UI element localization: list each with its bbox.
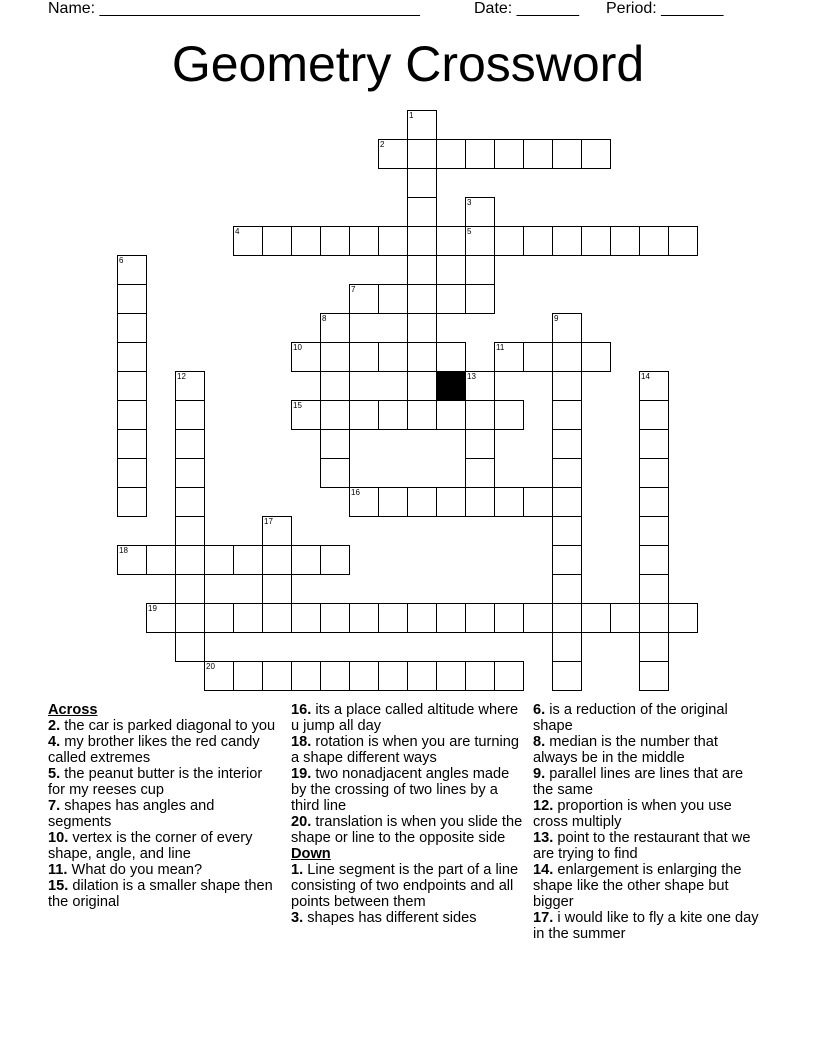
crossword-cell[interactable] [610, 603, 640, 633]
crossword-cell[interactable] [175, 400, 205, 430]
crossword-cell[interactable] [552, 487, 582, 517]
crossword-cell[interactable] [378, 284, 408, 314]
crossword-cell[interactable] [552, 632, 582, 662]
date-field[interactable]: Date: _______ [474, 0, 579, 17]
crossword-cell[interactable] [320, 545, 350, 575]
clue-number-label: 20 [206, 662, 215, 671]
crossword-cell[interactable] [378, 661, 408, 691]
crossword-cell[interactable] [436, 139, 466, 169]
crossword-cell[interactable] [117, 284, 147, 314]
clue-across-20: 20. translation is when you slide the shape or line to the opposite side [291, 814, 523, 846]
crossword-cell[interactable] [117, 400, 147, 430]
crossword-cell[interactable] [639, 545, 669, 575]
clue-number-label: 19 [148, 604, 157, 613]
down-heading: Down [291, 846, 331, 862]
crossword-cell[interactable] [378, 139, 408, 169]
crossword-cell[interactable] [349, 661, 379, 691]
crossword-cell[interactable] [610, 226, 640, 256]
crossword-cell[interactable] [378, 226, 408, 256]
crossword-cell[interactable] [552, 139, 582, 169]
crossword-cell[interactable] [523, 139, 553, 169]
crossword-cell[interactable] [552, 603, 582, 633]
clue-number-label: 10 [293, 343, 302, 352]
crossword-cell[interactable] [175, 516, 205, 546]
crossword-cell[interactable] [262, 574, 292, 604]
crossword-cell[interactable] [291, 603, 321, 633]
crossword-cell[interactable] [117, 313, 147, 343]
crossword-cell[interactable] [378, 603, 408, 633]
clue-number-label: 13 [467, 372, 476, 381]
crossword-cell[interactable] [639, 661, 669, 691]
clue-across-11: 11. What do you mean? [48, 862, 203, 878]
crossword-cell[interactable] [233, 545, 263, 575]
crossword-cell[interactable] [320, 342, 350, 372]
crossword-cell[interactable] [262, 661, 292, 691]
clue-number-label: 1 [409, 111, 414, 120]
across-heading: Across [48, 702, 98, 718]
crossword-cell[interactable] [204, 661, 234, 691]
crossword-cell[interactable] [436, 342, 466, 372]
crossword-cell[interactable] [349, 342, 379, 372]
crossword-cell[interactable] [407, 400, 437, 430]
crossword-cell[interactable] [117, 342, 147, 372]
crossword-cell[interactable] [175, 632, 205, 662]
crossword-cell[interactable] [407, 110, 437, 140]
clues-column-3 [533, 702, 765, 942]
clue-number-label: 15 [293, 401, 302, 410]
crossword-cell[interactable] [175, 603, 205, 633]
crossword-cell[interactable] [639, 574, 669, 604]
crossword-cell[interactable] [262, 603, 292, 633]
crossword-cell[interactable] [204, 545, 234, 575]
crossword-cell[interactable] [552, 574, 582, 604]
crossword-cell[interactable] [465, 458, 495, 488]
clue-number-label: 16 [351, 488, 360, 497]
crossword-cell[interactable] [349, 400, 379, 430]
clue-across-19: 19. two nonadjacent angles made by the crossing of two lines by a third line [291, 766, 510, 814]
crossword-cell[interactable] [407, 313, 437, 343]
clue-number-label: 7 [351, 285, 356, 294]
crossword-cell[interactable] [552, 545, 582, 575]
crossword-cell[interactable] [639, 458, 669, 488]
crossword-cell[interactable] [291, 661, 321, 691]
crossword-cell[interactable] [291, 342, 321, 372]
crossword-cell[interactable] [552, 429, 582, 459]
crossword-cell[interactable] [204, 603, 234, 633]
crossword-cell[interactable] [552, 371, 582, 401]
crossword-cell[interactable] [639, 429, 669, 459]
crossword-cell[interactable] [349, 603, 379, 633]
crossword-cell[interactable] [407, 255, 437, 285]
crossword-cell[interactable] [349, 487, 379, 517]
clue-down-12: 12. proportion is when you use cross multiply [533, 798, 732, 830]
crossword-cell[interactable] [465, 197, 495, 227]
crossword-cell[interactable] [117, 255, 147, 285]
crossword-cell[interactable] [146, 603, 176, 633]
crossword-cell[interactable] [465, 487, 495, 517]
clue-down-9: 9. parallel lines are lines that are the same [533, 766, 744, 798]
crossword-cell[interactable] [117, 487, 147, 517]
clue-down-13: 13. point to the restaurant that we are trying to find [533, 830, 751, 862]
name-field[interactable]: Name: ____________________________________ [48, 0, 420, 17]
crossword-cell[interactable] [552, 226, 582, 256]
clue-across-5: 5. the peanut butter is the interior for my reeses cup [48, 766, 263, 798]
crossword-cell[interactable] [668, 226, 698, 256]
crossword-cell[interactable] [407, 168, 437, 198]
crossword-cell[interactable] [117, 371, 147, 401]
crossword-cell[interactable] [320, 313, 350, 343]
crossword-cell[interactable] [175, 371, 205, 401]
crossword-cell[interactable] [378, 487, 408, 517]
crossword-cell[interactable] [117, 545, 147, 575]
crossword-cell[interactable] [320, 371, 350, 401]
crossword-cell[interactable] [407, 342, 437, 372]
clue-down-8: 8. median is the number that always be in the middle [533, 734, 718, 766]
period-field[interactable]: Period: _______ [606, 0, 724, 17]
crossword-cell[interactable] [407, 487, 437, 517]
crossword-cell[interactable] [465, 255, 495, 285]
clue-number-label: 6 [119, 256, 124, 265]
crossword-cell[interactable] [552, 661, 582, 691]
crossword-cell[interactable] [233, 226, 263, 256]
crossword-cell[interactable] [581, 226, 611, 256]
crossword-cell[interactable] [552, 516, 582, 546]
crossword-cell[interactable] [175, 458, 205, 488]
crossword-cell[interactable] [494, 400, 524, 430]
clue-down-14: 14. enlargement is enlarging the shape like the other shape but bigger [533, 862, 742, 910]
crossword-cell[interactable] [523, 487, 553, 517]
crossword-cell[interactable] [465, 661, 495, 691]
crossword-cell[interactable] [523, 226, 553, 256]
clue-down-3: 3. shapes has different sides [291, 910, 477, 926]
crossword-cell[interactable] [639, 371, 669, 401]
crossword-cell[interactable] [552, 400, 582, 430]
crossword-cell[interactable] [320, 429, 350, 459]
crossword-cell[interactable] [552, 458, 582, 488]
clue-across-18: 18. rotation is when you are turning a shape different ways [291, 734, 519, 766]
clues-column-2 [291, 702, 523, 926]
crossword-cell[interactable] [291, 400, 321, 430]
crossword-cell[interactable] [465, 603, 495, 633]
crossword-cell[interactable] [581, 139, 611, 169]
crossword-cell[interactable] [407, 226, 437, 256]
crossword-cell[interactable] [494, 226, 524, 256]
clue-number-label: 4 [235, 227, 240, 236]
clue-number-label: 11 [496, 343, 505, 352]
crossword-cell[interactable] [581, 342, 611, 372]
clue-number-label: 14 [641, 372, 650, 381]
crossword-cell[interactable] [639, 487, 669, 517]
crossword-cell[interactable] [407, 139, 437, 169]
crossword-cell[interactable] [146, 545, 176, 575]
crossword-cell[interactable] [117, 458, 147, 488]
clue-down-1: 1. Line segment is the part of a line consisting of two endpoints and all points between them [291, 862, 519, 910]
crossword-cell[interactable] [465, 139, 495, 169]
clue-number-label: 3 [467, 198, 472, 207]
crossword-cell[interactable] [262, 226, 292, 256]
crossword-cell[interactable] [523, 603, 553, 633]
crossword-cell[interactable] [378, 400, 408, 430]
crossword-cell[interactable] [465, 371, 495, 401]
crossword-cell[interactable] [175, 487, 205, 517]
crossword-cell[interactable] [465, 429, 495, 459]
crossword-cell[interactable] [668, 603, 698, 633]
crossword-cell[interactable] [436, 661, 466, 691]
crossword-cell[interactable] [639, 226, 669, 256]
crossword-cell[interactable] [465, 400, 495, 430]
crossword-cell[interactable] [320, 458, 350, 488]
crossword-cell[interactable] [639, 400, 669, 430]
crossword-cell[interactable] [320, 603, 350, 633]
crossword-cell[interactable] [175, 429, 205, 459]
clues-column-1 [48, 702, 280, 910]
crossword-cell[interactable] [291, 545, 321, 575]
clue-number-label: 8 [322, 314, 327, 323]
clue-number-label: 18 [119, 546, 128, 555]
crossword-cell[interactable] [320, 400, 350, 430]
clue-number-label: 2 [380, 140, 385, 149]
crossword-cell[interactable] [407, 603, 437, 633]
crossword-cell[interactable] [262, 545, 292, 575]
crossword-cell[interactable] [465, 284, 495, 314]
crossword-cell[interactable] [320, 226, 350, 256]
clue-across-2: 2. the car is parked diagonal to you [48, 718, 276, 734]
crossword-cell[interactable] [523, 342, 553, 372]
crossword-cell[interactable] [117, 429, 147, 459]
black-square [436, 371, 466, 401]
crossword-cell[interactable] [494, 603, 524, 633]
crossword-cell[interactable] [175, 545, 205, 575]
crossword-cell[interactable] [291, 226, 321, 256]
crossword-cell[interactable] [552, 342, 582, 372]
crossword-cell[interactable] [407, 661, 437, 691]
crossword-cell[interactable] [378, 342, 408, 372]
clue-down-6: 6. is a reduction of the original shape [533, 702, 728, 734]
crossword-cell[interactable] [407, 284, 437, 314]
crossword-cell[interactable] [581, 603, 611, 633]
crossword-cell[interactable] [494, 139, 524, 169]
crossword-cell[interactable] [494, 661, 524, 691]
clue-number-label: 17 [264, 517, 273, 526]
crossword-cell[interactable] [233, 661, 263, 691]
crossword-cell[interactable] [494, 487, 524, 517]
crossword-cell[interactable] [639, 603, 669, 633]
clue-number-label: 5 [467, 227, 472, 236]
crossword-cell[interactable] [639, 632, 669, 662]
clue-number-label: 12 [177, 372, 186, 381]
clue-across-4: 4. my brother likes the red candy called extremes [48, 734, 260, 766]
crossword-cell[interactable] [175, 574, 205, 604]
crossword-cell[interactable] [494, 342, 524, 372]
crossword-cell[interactable] [552, 313, 582, 343]
clue-across-15: 15. dilation is a smaller shape then the original [48, 878, 273, 910]
clue-across-7: 7. shapes has angles and segments [48, 798, 215, 830]
crossword-cell[interactable] [436, 284, 466, 314]
crossword-cell[interactable] [436, 487, 466, 517]
crossword-cell[interactable] [436, 603, 466, 633]
crossword-cell[interactable] [407, 371, 437, 401]
crossword-cell[interactable] [320, 661, 350, 691]
crossword-cell[interactable] [349, 226, 379, 256]
crossword-cell[interactable] [639, 516, 669, 546]
crossword-cell[interactable] [465, 226, 495, 256]
clue-number-label: 9 [554, 314, 559, 323]
crossword-cell[interactable] [262, 516, 292, 546]
crossword-cell[interactable] [407, 197, 437, 227]
clue-down-17: 17. i would like to fly a kite one day in the summer [533, 910, 759, 942]
clue-across-16: 16. its a place called altitude where u jump all day [291, 702, 519, 734]
page-title: Geometry Crossword [171, 36, 645, 92]
crossword-cell[interactable] [349, 284, 379, 314]
crossword-cell[interactable] [436, 226, 466, 256]
crossword-cell[interactable] [436, 400, 466, 430]
clue-across-10: 10. vertex is the corner of every shape, angle, and line [48, 830, 253, 862]
crossword-cell[interactable] [233, 603, 263, 633]
